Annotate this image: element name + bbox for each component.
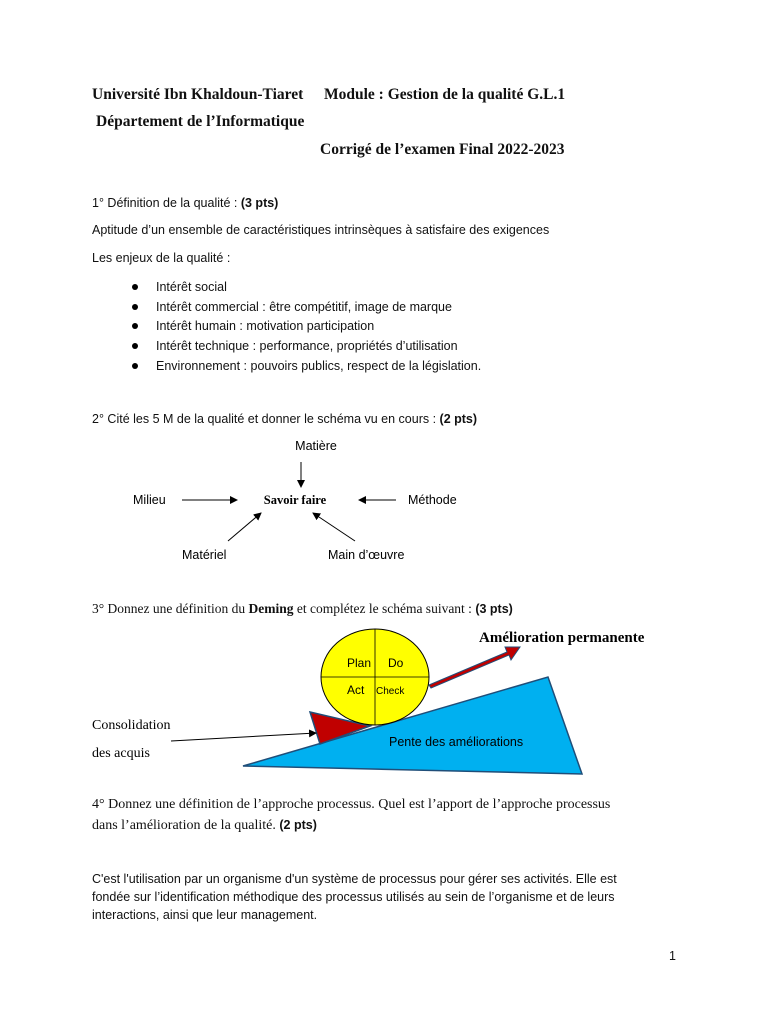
pdca-do-label: Do xyxy=(388,656,404,670)
pdca-act-label: Act xyxy=(347,683,365,697)
m-milieu-label: Milieu xyxy=(133,493,166,507)
q2-points: (2 pts) xyxy=(439,412,478,426)
five-m-diagram xyxy=(0,430,768,570)
exam-title: Corrigé de l’examen Final 2022-2023 xyxy=(320,141,565,158)
q4-answer-line2: fondée sur l’identification méthodique des processus utilisés au sein de l’organisme et de leurs xyxy=(92,890,615,904)
q1-title xyxy=(92,196,278,210)
q4-title-text: dans l’amélioration de la qualité. xyxy=(92,818,280,833)
m-methode-label: Méthode xyxy=(408,493,457,507)
q2-title xyxy=(92,412,477,426)
q1-definition: Aptitude d’un ensemble de caractéristiques intrinsèques à satisfaire des exigences xyxy=(92,223,550,237)
consolidation-label: Consolidation xyxy=(92,718,171,733)
savoir-faire-label: Savoir faire xyxy=(263,493,327,507)
q1-points: (3 pts) xyxy=(240,196,279,210)
consolidation-arrow-icon xyxy=(171,733,316,741)
q3-suffix: et complétez le schéma suivant : xyxy=(293,601,472,616)
q1-bullet-list xyxy=(130,278,481,376)
q2-title-text: 2° Cité les 5 M de la qualité et donner le schéma vu en cours : xyxy=(92,412,440,426)
list-item: Intérêt social xyxy=(130,278,481,298)
arrow-up-left-icon xyxy=(313,513,355,541)
q4-title-line2 xyxy=(92,818,317,834)
improvement-arrow-icon xyxy=(429,647,520,688)
pdca-check-label: Check xyxy=(376,686,405,697)
pdca-plan-label: Plan xyxy=(347,656,372,670)
improvement-label: Amélioration permanente xyxy=(479,630,645,646)
q4-title-line1: 4° Donnez une définition de l’approche processus. Quel est l’apport de l’approche processus xyxy=(92,797,611,812)
consolidation-label-2: des acquis xyxy=(92,746,150,761)
q1-stakes-label: Les enjeux de la qualité : xyxy=(92,251,231,265)
q4-answer-line3: interactions, ainsi que leur management. xyxy=(92,908,318,922)
q3-keyword: Deming xyxy=(248,601,294,616)
deming-diagram xyxy=(0,620,768,780)
m-matiere-label: Matière xyxy=(295,439,337,453)
q3-points: (3 pts) xyxy=(475,602,513,616)
list-item: Environnement : pouvoirs publics, respect de la législation. xyxy=(130,357,481,377)
university-name: Université Ibn Khaldoun-Tiaret xyxy=(92,86,304,103)
list-item: Intérêt commercial : être compétitif, image de marque xyxy=(130,298,481,318)
m-main-oeuvre-label: Main d’œuvre xyxy=(328,548,405,562)
m-materiel-label: Matériel xyxy=(182,548,227,562)
module-title: Module : Gestion de la qualité G.L.1 xyxy=(324,86,566,103)
arrow-up-right-icon xyxy=(228,513,261,541)
list-item: Intérêt technique : performance, propriétés d’utilisation xyxy=(130,337,481,357)
q4-answer-line1: C'est l'utilisation par un organisme d'un système de processus pour gérer ses activités. Elle est xyxy=(92,872,617,886)
q4-points: (2 pts) xyxy=(279,818,317,832)
q3-title xyxy=(92,601,513,617)
q3-prefix: 3° Donnez une définition du xyxy=(92,601,249,616)
slope-label: Pente des améliorations xyxy=(389,735,524,749)
q1-title-text: 1° Définition de la qualité : xyxy=(92,196,241,210)
department-name: Département de l’Informatique xyxy=(96,113,305,130)
page-number: 1 xyxy=(669,949,676,963)
list-item: Intérêt humain : motivation participation xyxy=(130,317,481,337)
